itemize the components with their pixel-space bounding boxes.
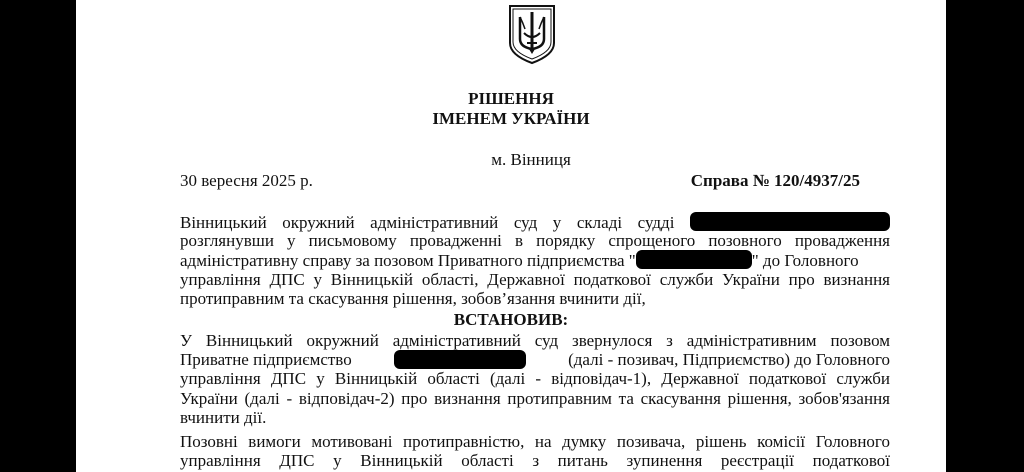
established-line-2: Приватне підприємство (далі - позивач, Підприємство) до Головного [180, 350, 890, 369]
intro-line-1: Вінницький окружний адміністративний суд у складі судді [180, 212, 890, 232]
established-line-3: управління ДПС у Вінницькій області (далі - відповідач-1), Державної податкової служби [180, 369, 890, 388]
intro-line-3: адміністративну справу за позовом Приватного підприємства " " до Головного [180, 251, 859, 270]
trident-emblem-icon [507, 3, 557, 65]
section-heading-established: ВСТАНОВИВ: [453, 310, 569, 329]
document-subtitle: ІМЕНЕМ УКРАЇНИ [432, 109, 590, 128]
established-line-5: вчинити дії. [180, 408, 267, 427]
case-number: Справа № 120/4937/25 [690, 171, 860, 190]
redaction-company-name-2 [394, 350, 526, 369]
intro-line-2: розглянувши у письмовому провадженні в порядку спрощеного позовного провадження [180, 231, 890, 250]
city: м. Вінниця [491, 150, 571, 169]
redaction-company-name [636, 250, 752, 269]
decision-date: 30 вересня 2025 р. [180, 171, 313, 190]
claims-line-1: Позовні вимоги мотивовані протиправністю, на думку позивача, рішень комісії Головного [180, 432, 890, 451]
claims-line-2: управління ДПС у Вінницькій області з питань зупинення реєстрації податкової [180, 451, 890, 470]
intro-line-5: протиправним та скасування рішення, зобов’язання вчинити дії, [180, 289, 646, 308]
redaction-judge-name [690, 212, 890, 231]
established-line-1: У Вінницький окружний адміністративний суд звернулося з адміністративним позовом [180, 331, 890, 350]
document-title: РІШЕННЯ [468, 89, 554, 108]
intro-line-4: управління ДПС у Вінницькій області, Державної податкової служби України про визнання [180, 270, 890, 289]
established-line-4: України (далі - відповідач-2) про визнання протиправним та скасування рішення, зобов'язання [180, 389, 890, 408]
document-page [76, 0, 946, 472]
